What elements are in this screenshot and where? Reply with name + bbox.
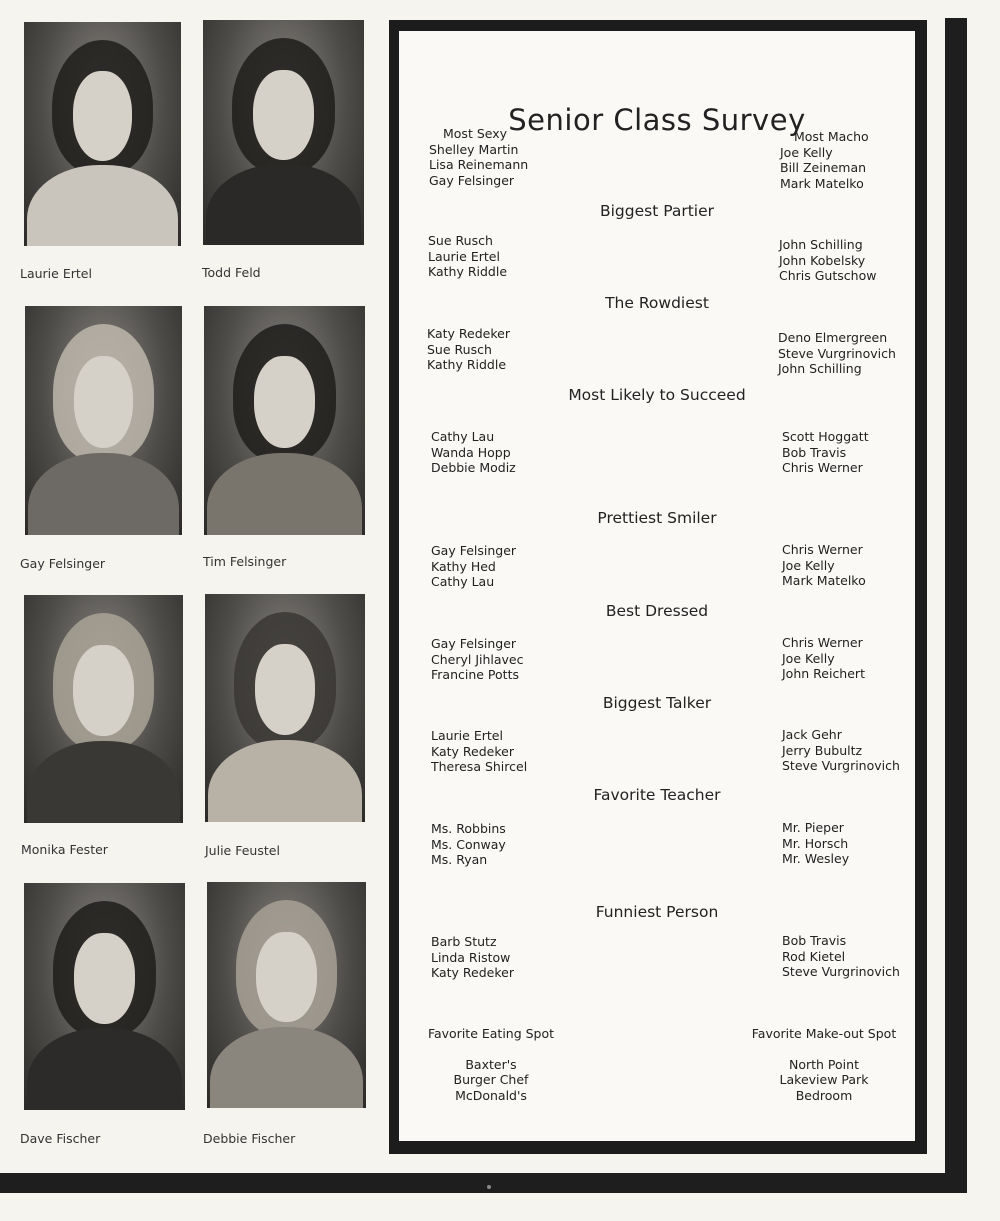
nominee: Gay Felsinger [431,636,517,651]
survey-left-column [419,1026,563,1103]
portrait-caption: Dave Fischer [20,1131,101,1146]
nominee: Bedroom [795,1087,853,1103]
section-heading: Biggest Partier [599,202,715,220]
nominee: Kathy Riddle [428,264,508,279]
portrait-caption: Laurie Ertel [20,266,92,281]
survey-right-column [782,933,900,980]
section-heading-most-sexy: Most Sexy [443,126,508,141]
nominee: Joe Kelly [782,557,835,573]
survey-panel [389,20,927,1154]
survey-left-column [431,728,527,775]
portrait-caption: Debbie Fischer [203,1131,296,1146]
nominee: Francine Potts [431,667,519,682]
nominee: John Schilling [779,237,863,252]
portrait-photo [204,306,365,535]
section-heading-eating-spot: Favorite Eating Spot [427,1026,555,1041]
nominee: Bob Travis [782,933,847,948]
portrait-caption: Gay Felsinger [20,556,106,571]
portrait-photo [24,883,185,1110]
nominee: Lisa Reinemann [429,157,529,172]
nominee: Barb Stutz [431,934,497,949]
page-edge-bar [945,18,967,1193]
nominee: Cheryl Jihlavec [431,651,524,667]
survey-right-column [782,542,866,589]
nominee: Chris Gutschow [779,268,877,283]
nominee: Shelley Martin [429,141,519,157]
portrait-caption: Tim Felsinger [203,554,287,569]
survey-left-column [429,126,528,188]
nominee: Mr. Wesley [782,851,850,866]
nominee: North Point [789,1056,859,1072]
nominee: John Schilling [778,361,862,376]
section-heading: Funniest Person [595,903,719,921]
survey-left-column [431,543,516,590]
nominee: Chris Werner [782,542,863,557]
portrait-photo [203,20,364,245]
nominee: Joe Kelly [780,144,833,160]
portrait-photo [25,306,182,535]
nominee: Linda Ristow [431,949,511,965]
nominee: Cathy Lau [431,574,495,589]
section-heading: Prettiest Smiler [597,509,717,527]
nominee: Rod Kietel [782,948,846,964]
section-heading-most-macho: Most Macho [794,129,869,144]
nominee: Mark Matelko [780,175,864,191]
nominee: Steve Vurgrinovich [782,964,900,979]
nominee: Wanda Hopp [431,444,511,460]
survey-left-column [431,429,516,476]
portrait-photo [205,594,365,822]
nominee: Mr. Horsch [782,835,849,851]
survey-left-column [431,934,514,981]
nominee: Kathy Hed [431,558,496,574]
survey-left-column [427,326,510,373]
survey-left-column [428,233,507,280]
nominee: Baxter's [465,1056,517,1072]
nominee: Sue Rusch [428,233,493,248]
nominee: Lakeview Park [779,1072,869,1087]
nominee: Deno Elmergreen [778,330,888,345]
nominee: Laurie Ertel [431,728,503,743]
nominee: Mr. Pieper [782,820,844,835]
nominee: Kathy Riddle [427,357,507,372]
page-edge-bar [0,1173,967,1193]
nominee: John Kobelsky [779,252,866,268]
nominee: Scott Hoggatt [782,429,869,444]
nominee: Bill Zeineman [780,160,867,175]
nominee: Katy Redeker [431,965,514,980]
portrait-photo [24,22,181,246]
nominee: Steve Vurgrinovich [782,758,900,773]
nominee: Chris Werner [782,635,863,650]
nominee: Chris Werner [782,460,863,475]
nominee: Sue Rusch [427,341,492,357]
nominee: Bob Travis [782,444,847,460]
nominee: John Reichert [782,666,865,681]
survey-right-column [780,129,869,191]
nominee: McDonald's [455,1087,527,1103]
nominee: Laurie Ertel [428,248,500,264]
portrait-caption: Todd Feld [202,265,261,280]
survey-right-column [749,1026,899,1103]
nominee: Steve Vurgrinovich [778,345,896,361]
portrait-photo [24,595,183,823]
portrait-caption: Monika Fester [21,842,108,857]
survey-title: Senior Class Survey [508,103,806,137]
survey-right-column [782,429,869,476]
nominee: Cathy Lau [431,429,495,444]
section-heading: Biggest Talker [602,694,712,712]
section-heading: Best Dressed [605,602,709,620]
nominee: Gay Felsinger [431,543,517,558]
section-heading: Favorite Teacher [593,786,721,804]
section-heading-make-out-spot: Favorite Make-out Spot [751,1026,897,1041]
survey-left-column [431,636,524,683]
nominee: Gay Felsinger [429,172,515,188]
survey-left-column [431,821,506,868]
nominee: Ms. Robbins [431,821,506,836]
portrait-caption: Julie Feustel [205,843,280,858]
section-heading: Most Likely to Succeed [568,386,746,404]
survey-right-column [779,237,876,284]
section-heading: The Rowdiest [605,294,709,312]
nominee: Joe Kelly [782,650,835,666]
survey-right-column [782,820,849,867]
survey-right-column [778,330,896,377]
nominee: Jerry Bubultz [782,742,863,758]
page-mark [487,1185,491,1189]
nominee: Debbie Modiz [431,460,516,475]
nominee: Ms. Ryan [431,852,488,867]
nominee: Ms. Conway [431,836,506,852]
nominee: Katy Redeker [431,743,514,759]
nominee: Theresa Shircel [431,759,528,774]
nominee: Jack Gehr [782,727,842,742]
portrait-photo [207,882,366,1108]
survey-right-column [782,635,865,682]
nominee: Mark Matelko [782,573,866,588]
survey-panel-inner [399,31,915,1141]
nominee: Burger Chef [453,1072,529,1087]
nominee: Katy Redeker [427,326,510,341]
survey-right-column [782,727,900,774]
